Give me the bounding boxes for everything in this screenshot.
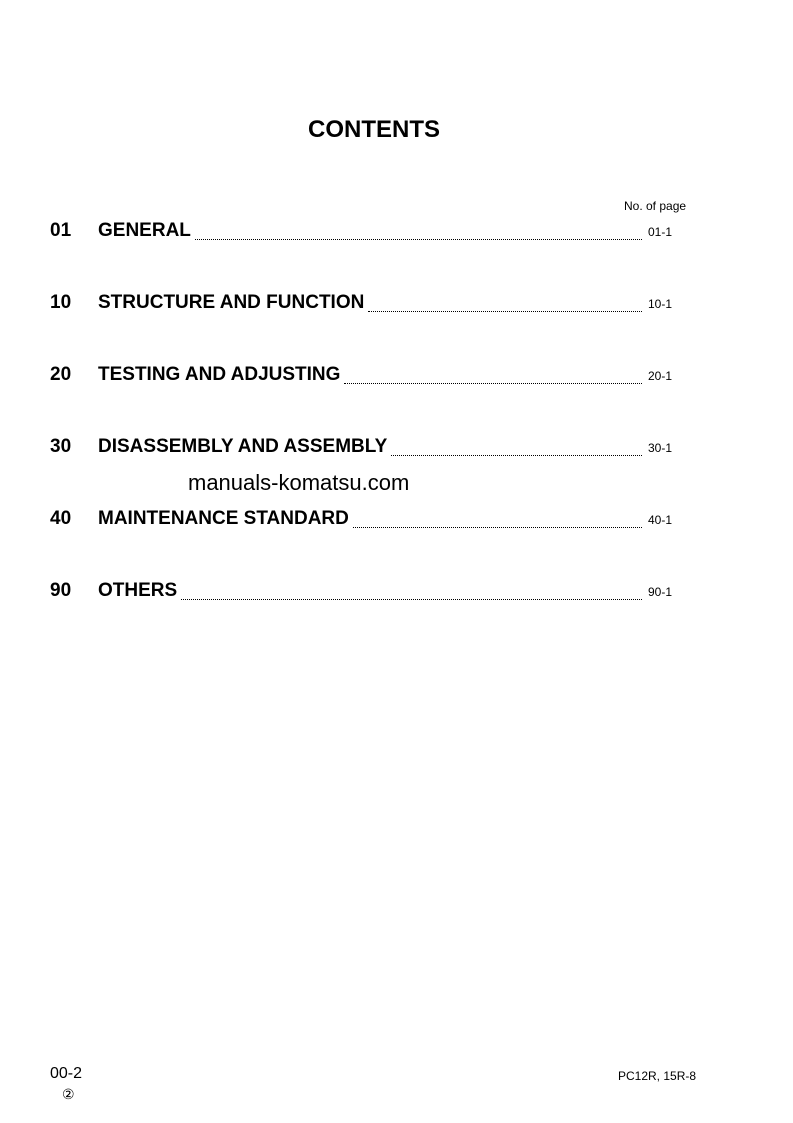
- watermark: manuals-komatsu.com: [188, 470, 410, 495]
- section-page: 10-1: [648, 297, 673, 311]
- section-number: 10: [50, 292, 72, 313]
- section-page: 01-1: [648, 225, 673, 239]
- leader-dots: [344, 382, 642, 384]
- section-number: 40: [50, 508, 72, 529]
- leader-dots: [195, 238, 642, 240]
- section-name: GENERAL: [98, 220, 191, 241]
- leader-dots: [368, 310, 642, 312]
- section-number: 90: [50, 580, 72, 601]
- section-name: OTHERS: [98, 580, 178, 601]
- toc-entry[interactable]: [50, 508, 678, 532]
- section-name: MAINTENANCE STANDARD: [98, 508, 349, 529]
- section-number: 30: [50, 436, 72, 457]
- leader-dots: [353, 526, 642, 528]
- section-name: DISASSEMBLY AND ASSEMBLY: [98, 436, 388, 457]
- section-number: 20: [50, 364, 72, 385]
- toc-entry[interactable]: [50, 436, 678, 460]
- footer-page-number: 00-2: [50, 1065, 83, 1082]
- revision-mark: ②: [62, 1086, 75, 1102]
- toc-entry[interactable]: [50, 220, 678, 244]
- leader-dots: [181, 598, 642, 600]
- leader-dots: [391, 454, 642, 456]
- section-number: 01: [50, 220, 72, 241]
- section-page: 20-1: [648, 369, 673, 383]
- section-page: 40-1: [648, 513, 673, 527]
- toc-entry[interactable]: [50, 580, 678, 604]
- section-name: TESTING AND ADJUSTING: [98, 364, 341, 385]
- section-name: STRUCTURE AND FUNCTION: [98, 292, 365, 313]
- section-page: 30-1: [648, 441, 673, 455]
- toc-entry[interactable]: [50, 292, 678, 316]
- footer-model: PC12R, 15R-8: [618, 1069, 697, 1083]
- toc-entry[interactable]: [50, 364, 678, 388]
- page-column-header: No. of page: [624, 199, 687, 213]
- page-title: CONTENTS: [308, 116, 440, 143]
- section-page: 90-1: [648, 585, 673, 599]
